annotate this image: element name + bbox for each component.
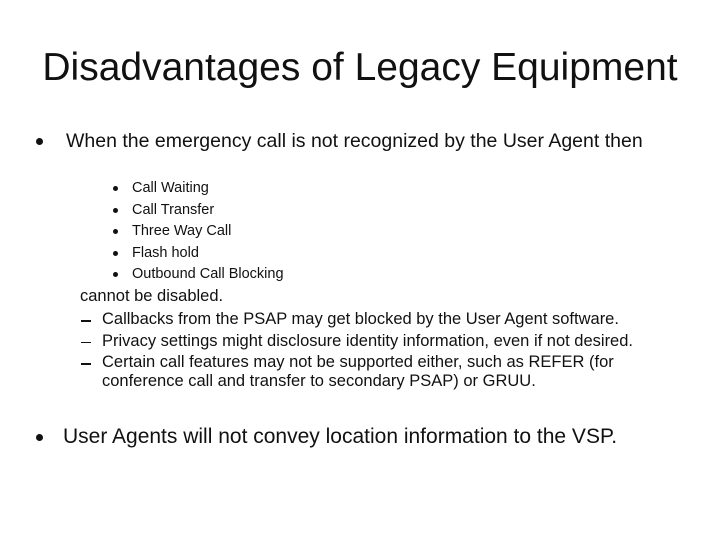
feature-item	[113, 200, 413, 222]
consequence-item	[80, 310, 700, 329]
bullet-dot-icon	[113, 229, 118, 234]
bullet-item-emergency-call	[36, 130, 696, 152]
slide-title: Disadvantages of Legacy Equipment	[42, 46, 678, 89]
feature-label: Three Way Call	[132, 223, 232, 239]
feature-item	[113, 178, 413, 200]
feature-item	[113, 243, 413, 265]
feature-list	[113, 178, 413, 286]
feature-item	[113, 221, 413, 243]
bullet-dot-icon	[36, 434, 43, 441]
bullet-text: When the emergency call is not recognized by the User Agent then	[66, 130, 643, 152]
bullet-item-location	[36, 424, 716, 450]
bullet-dot-icon	[113, 251, 118, 256]
bullet-text: User Agents will not convey location information to the VSP.	[63, 425, 618, 448]
feature-label: Flash hold	[132, 244, 199, 261]
consequence-item	[80, 353, 700, 390]
consequence-list	[80, 310, 700, 393]
cannot-disabled-text: cannot be disabled.	[80, 287, 224, 305]
feature-item	[113, 264, 413, 286]
consequence-item	[80, 332, 700, 351]
bullet-dot-icon	[113, 186, 118, 191]
bullet-dot-icon	[113, 208, 118, 213]
bullet-dot-icon	[113, 272, 118, 277]
consequence-text: Certain call features may not be supported either, such as REFER (for conference call and transfer to secondary PSAP) or GRUU.	[102, 353, 614, 390]
dash-icon	[81, 342, 91, 344]
dash-icon	[81, 320, 91, 322]
dash-icon	[81, 363, 91, 365]
consequence-text: Callbacks from the PSAP may get blocked by the User Agent software.	[102, 310, 619, 328]
feature-label: Outbound Call Blocking	[132, 266, 284, 282]
feature-label: Call Transfer	[132, 201, 215, 218]
consequence-text: Privacy settings might disclosure identity information, even if not desired.	[102, 331, 633, 350]
bullet-dot-icon	[36, 138, 43, 145]
feature-label: Call Waiting	[132, 180, 209, 196]
